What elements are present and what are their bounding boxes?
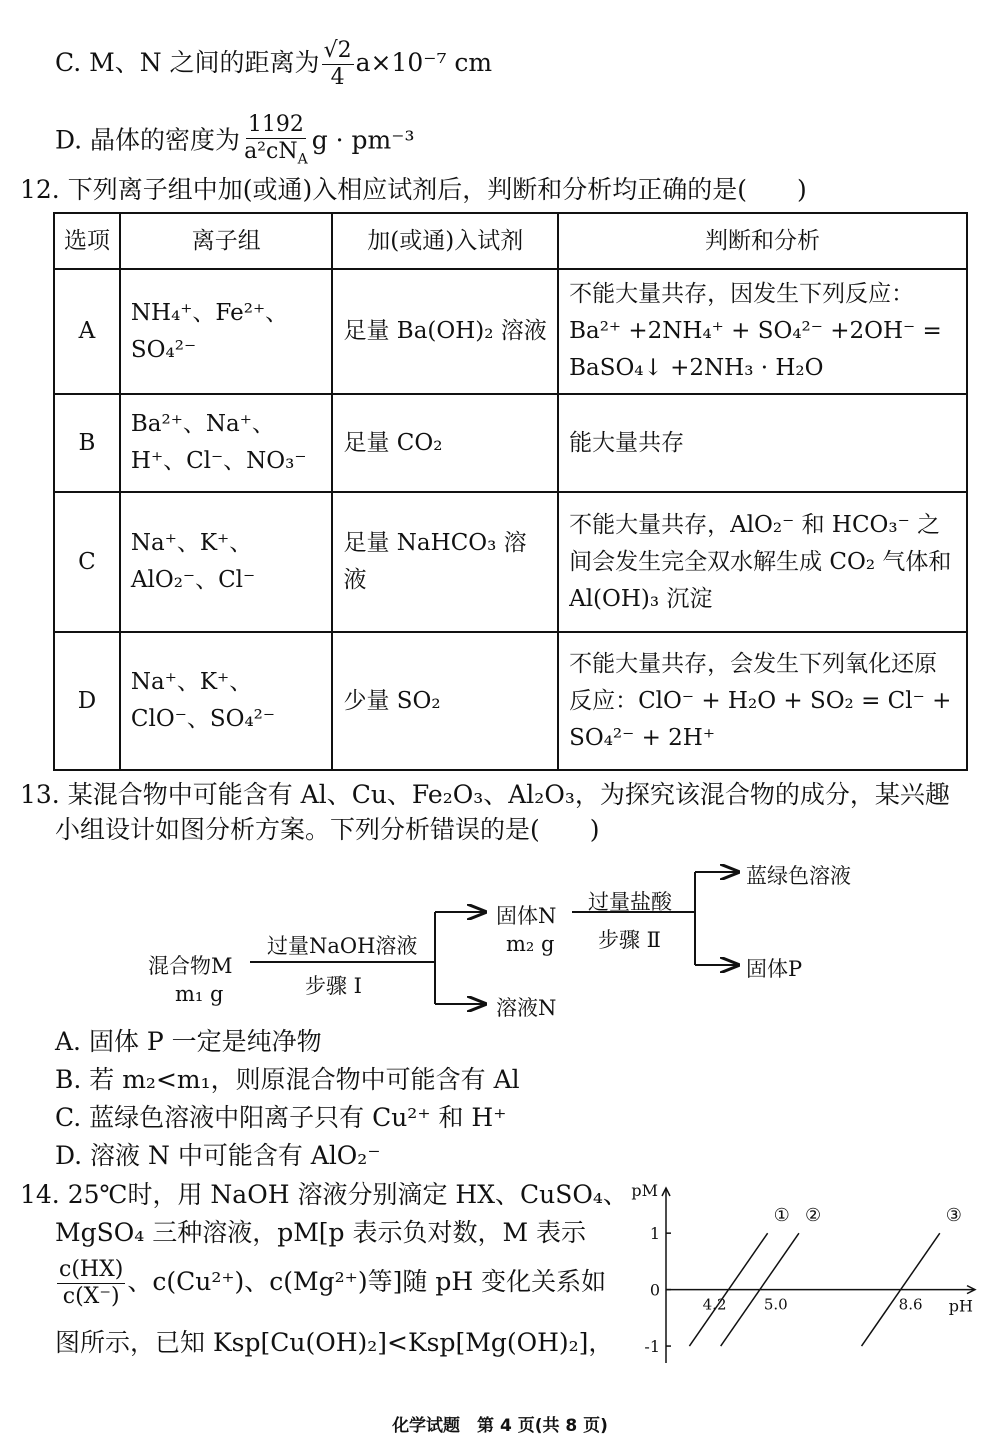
flow-solution-n: 溶液N: [496, 996, 557, 1020]
q14-frac-den: c(X⁻): [62, 1284, 120, 1309]
table-cell-analysis: 不能大量共存，AlO₂⁻ 和 HCO₃⁻ 之间会发生完全双水解生成 CO₂ 气体和 Al(OH)₃ 沉淀: [558, 492, 967, 632]
pm-ph-chart-svg: [620, 1178, 995, 1383]
table-cell-ions: Na⁺、K⁺、AlO₂⁻、Cl⁻: [120, 492, 333, 632]
table-row: [54, 394, 967, 492]
flow-solid-n: 固体N: [496, 904, 557, 928]
table-cell-reagent: 足量 NaHCO₃ 溶液: [332, 492, 558, 632]
q13-flow-diagram: [140, 852, 900, 1032]
y-axis-label: pM: [631, 1181, 658, 1200]
flow-solid-p: 固体P: [746, 957, 803, 981]
table-cell-reagent: 足量 Ba(OH)₂ 溶液: [332, 269, 558, 394]
q11-option-c-suffix: a×10⁻⁷ cm: [355, 48, 493, 77]
q11-option-d-fraction: [242, 112, 310, 172]
table-cell-analysis: 能大量共存: [558, 394, 967, 492]
q12-stem: 12. 下列离子组中加(或通)入相应试剂后，判断和分析均正确的是( ): [20, 175, 807, 204]
y-tick-label: 0: [649, 1280, 660, 1300]
table-cell-analysis: 不能大量共存，会发生下列氧化还原反应：ClO⁻ + H₂O + SO₂ = Cl⁻ + SO₄²⁻ + 2H⁺: [558, 632, 967, 770]
x-intercept-label: 8.6: [898, 1295, 923, 1314]
y-tick-label: -1: [644, 1337, 660, 1357]
q13-option-b: B. 若 m₂<m₁，则原混合物中可能含有 Al: [55, 1065, 520, 1094]
q14-line2: MgSO₄ 三种溶液，pM[p 表示负对数，M 表示: [55, 1218, 587, 1247]
q11-option-d-suffix: g · pm⁻³: [311, 125, 415, 155]
flow-mixture-mass: m₁ g: [175, 982, 224, 1006]
table-header-option: 选项: [54, 213, 120, 269]
q13-option-a: A. 固体 P 一定是纯净物: [55, 1027, 322, 1056]
table-cell-ions: NH₄⁺、Fe²⁺、SO₄²⁻: [120, 269, 333, 394]
q11-option-d-prefix: D. 晶体的密度为: [55, 125, 241, 155]
q11-option-d: [55, 112, 414, 172]
table-row: [54, 632, 967, 770]
flow-step2-reagent: 过量盐酸: [588, 890, 672, 914]
q11-option-c-frac-num: √2: [323, 38, 352, 63]
table-row: [54, 269, 967, 394]
q11-option-c-fraction: [322, 38, 354, 91]
x-axis-label: pH: [948, 1296, 973, 1316]
y-tick-label: 1: [649, 1224, 660, 1244]
page-footer: 化学试题 第 4 页(共 8 页): [392, 1416, 608, 1436]
q12-table: [53, 212, 968, 771]
x-intercept-label: 5.0: [763, 1295, 788, 1314]
flow-step1-label: 步骤 Ⅰ: [305, 974, 362, 998]
q14-frac-num: c(HX): [59, 1257, 124, 1282]
q13-stem-line2: 小组设计如图分析方案。下列分析错误的是( ): [55, 815, 600, 844]
table-cell-option: B: [54, 394, 120, 492]
q11-option-d-frac-den: [242, 139, 310, 172]
table-header-ions: 离子组: [120, 213, 333, 269]
q14-line3-rest: 、c(Cu²⁺)、c(Mg²⁺)等]随 pH 变化关系如: [127, 1267, 607, 1296]
table-header-reagent: 加(或通)入试剂: [332, 213, 558, 269]
series-label-3: ③: [945, 1205, 962, 1227]
q14-line3: [55, 1257, 606, 1310]
flow-solid-n-mass: m₂ g: [506, 932, 555, 956]
q11-option-d-frac-num: 1192: [247, 112, 304, 137]
table-cell-option: D: [54, 632, 120, 770]
q11-option-c-frac-den: 4: [330, 65, 345, 90]
q13-stem-line1: 13. 某混合物中可能含有 Al、Cu、Fe₂O₃、Al₂O₃，为探究该混合物的成分，某兴趣: [20, 780, 950, 809]
q14-pm-ph-graph: [620, 1178, 995, 1383]
table-cell-option: C: [54, 492, 120, 632]
table-cell-analysis: 不能大量共存，因发生下列反应：Ba²⁺ +2NH₄⁺ + SO₄²⁻ +2OH⁻ = BaSO₄↓ +2NH₃ · H₂O: [558, 269, 967, 394]
table-row: [54, 492, 967, 632]
q13-option-d: D. 溶液 N 中可能含有 AlO₂⁻: [55, 1141, 381, 1170]
q11-option-d-frac-den-sub: A: [297, 151, 308, 168]
table-header-analysis: 判断和分析: [558, 213, 967, 269]
flow-step2-label: 步骤 Ⅱ: [598, 928, 661, 952]
q11-option-d-frac-den-main: a²cN: [244, 139, 298, 164]
series-label-2: ②: [804, 1205, 822, 1227]
series-label-1: ①: [773, 1205, 790, 1227]
table-cell-option: A: [54, 269, 120, 394]
q14-line4: 图所示，已知 Ksp[Cu(OH)₂]<Ksp[Mg(OH)₂]，: [55, 1328, 614, 1357]
table-cell-ions: Ba²⁺、Na⁺、H⁺、Cl⁻、NO₃⁻: [120, 394, 333, 492]
table-cell-reagent: 足量 CO₂: [332, 394, 558, 492]
q11-option-c-prefix: C. M、N 之间的距离为: [55, 48, 320, 77]
flow-blue-green-solution: 蓝绿色溶液: [746, 864, 851, 888]
q11-option-c: [55, 38, 492, 91]
table-header-row: [54, 213, 967, 269]
q14-fraction: [57, 1257, 125, 1310]
table-cell-ions: Na⁺、K⁺、ClO⁻、SO₄²⁻: [120, 632, 333, 770]
table-cell-reagent: 少量 SO₂: [332, 632, 558, 770]
q14-line1: 14. 25℃时，用 NaOH 溶液分别滴定 HX、CuSO₄、: [20, 1180, 628, 1209]
q13-option-c: C. 蓝绿色溶液中阳离子只有 Cu²⁺ 和 H⁺: [55, 1103, 507, 1132]
flow-mixture-m: 混合物M: [148, 954, 233, 978]
x-intercept-label: 4.2: [702, 1295, 727, 1314]
flow-step1-reagent: 过量NaOH溶液: [267, 934, 418, 958]
